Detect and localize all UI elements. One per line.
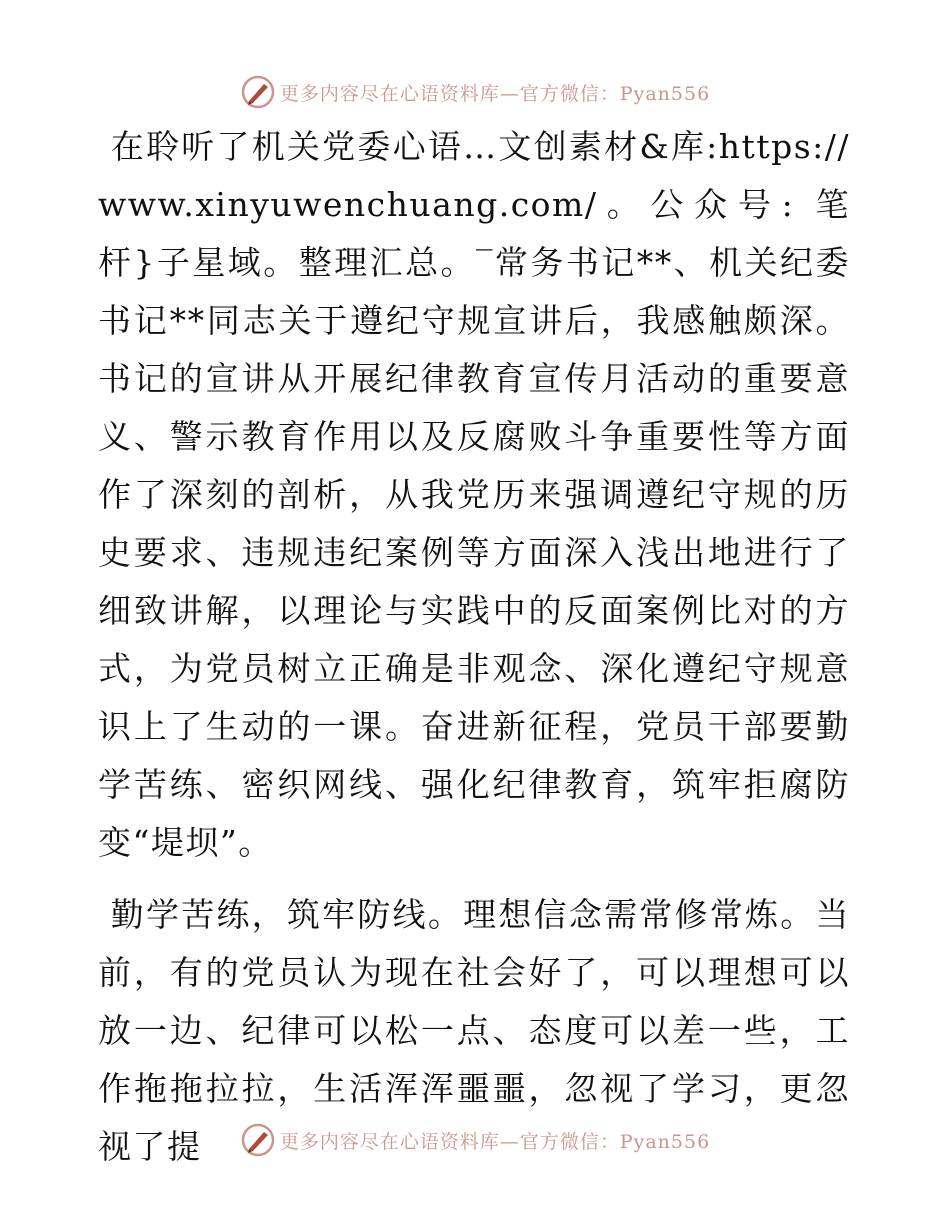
pen-logo-icon <box>240 1122 276 1158</box>
header-banner <box>0 70 950 114</box>
document-body <box>98 118 850 1176</box>
paragraph-1: 在聆听了机关党委心语…文创素材&库:https://www.xinyuwenchuang.com/。公众号: 笔杆}子星域。整理汇总。‾常务书记**、机关纪委书记**同志关于遵纪守规宣讲后，我感触颇深。书记的宣讲从开展纪律教育宣传月活动的重要意义、警示教育作用以及反腐败斗争重要性等方面作了深刻的剖析，从我党历来强调遵纪守规的历史要求、违规违纪案例等方面深入浅出地进行了细致讲解，以理论与实践中的反面案例比对的方式，为党员树立正确是非观念、深化遵纪守规意识上了生动的一课。奋进新征程，党员干部要勤学苦练、密织网线、强化纪律教育，筑牢拒腐防变“堤坝”。 <box>98 127 850 862</box>
pen-logo-icon <box>240 74 276 110</box>
header-banner-text: 更多内容尽在心语资料库—官方微信：Pyan556 <box>279 82 711 105</box>
paragraph-2: 勤学苦练，筑牢防线。理想信念需常修常炼。当前，有的党员认为现在社会好了，可以理想可以放一边、纪律可以松一点、态度可以差一些，工作拖拖拉拉，生活浑浑噩噩，忽视了学习，更忽视了提 <box>98 895 850 1166</box>
footer-banner-text: 更多内容尽在心语资料库—官方微信：Pyan556 <box>279 1130 711 1153</box>
footer-banner <box>0 1118 950 1162</box>
